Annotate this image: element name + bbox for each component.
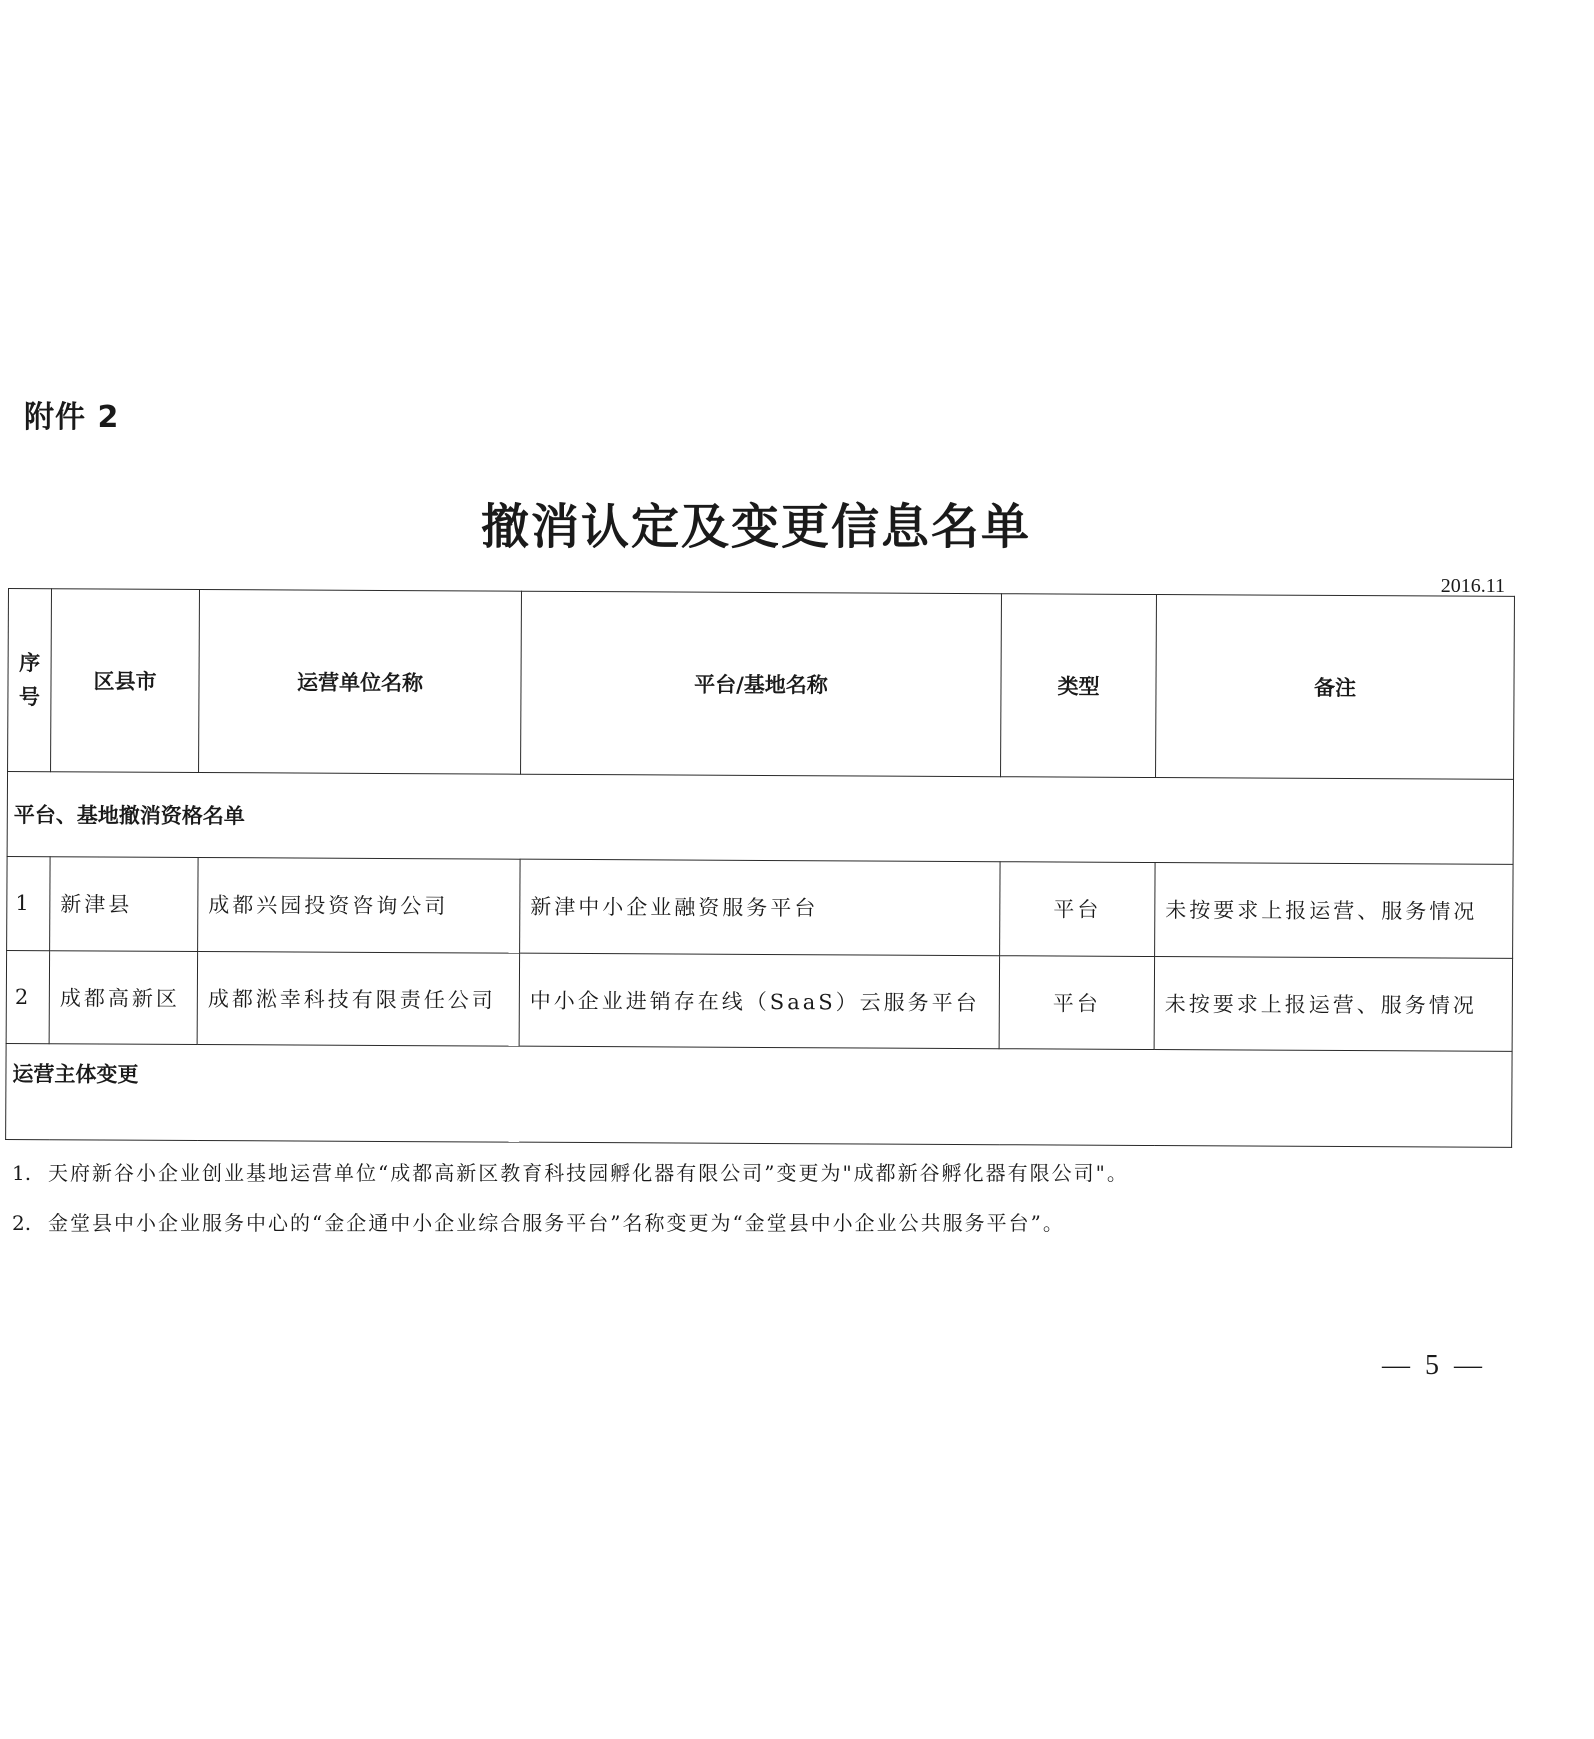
- row-type: 平台: [1000, 862, 1155, 956]
- section-title-revoked: 平台、基地撤消资格名单: [7, 771, 1513, 864]
- row-district: 成都高新区: [49, 950, 197, 1044]
- header-district: 区县市: [51, 589, 200, 773]
- info-table: [5, 588, 1515, 1148]
- document-title: 撤消认定及变更信息名单: [480, 499, 1031, 555]
- header-seq-line1: 序: [19, 651, 41, 676]
- note-number: 1.: [12, 1161, 32, 1185]
- note-item: [12, 1198, 1492, 1248]
- row-remark: 未按要求上报运营、服务情况: [1154, 956, 1512, 1051]
- row-remark: 未按要求上报运营、服务情况: [1155, 863, 1513, 958]
- section-row-change: [6, 1044, 1512, 1148]
- attachment-label: 附件 2: [24, 400, 120, 435]
- note-text: 金堂县中小企业服务中心的“金企通中小企业综合服务平台”名称变更为“金堂县中小企业公共服务平台”。: [48, 1211, 1065, 1235]
- header-platform: 平台/基地名称: [521, 591, 1002, 776]
- row-platform: 中小企业进销存在线（SaaS）云服务平台: [519, 953, 999, 1049]
- section-row-revoked: [7, 771, 1513, 864]
- row-type: 平台: [999, 955, 1154, 1049]
- header-operator: 运营单位名称: [199, 590, 522, 775]
- row-seq: 1: [7, 857, 50, 951]
- document-date: 2016.11: [1440, 575, 1505, 597]
- header-remark: 备注: [1156, 595, 1515, 780]
- note-item: [12, 1148, 1492, 1198]
- note-number: 2.: [12, 1211, 32, 1235]
- header-seq: [8, 589, 52, 772]
- section-title-change: 运营主体变更: [6, 1044, 1512, 1148]
- row-platform: 新津中小企业融资服务平台: [520, 859, 1000, 955]
- info-table-wrapper: [5, 588, 1514, 1148]
- note-text: 天府新谷小企业创业基地运营单位“成都高新区教育科技园孵化器有限公司”变更为"成都新谷孵化器有限公司"。: [48, 1161, 1129, 1185]
- header-type: 类型: [1001, 594, 1157, 778]
- table-header-row: [8, 589, 1515, 780]
- table-row: [6, 950, 1512, 1051]
- page-number: — 5 —: [1382, 1350, 1486, 1381]
- header-seq-line2: 号: [18, 685, 40, 710]
- notes-list: [12, 1148, 1492, 1248]
- row-operator: 成都兴园投资咨询公司: [198, 858, 520, 953]
- row-seq: 2: [6, 950, 49, 1044]
- table-row: [7, 857, 1513, 958]
- row-district: 新津县: [50, 857, 198, 951]
- row-operator: 成都淞幸科技有限责任公司: [197, 951, 519, 1046]
